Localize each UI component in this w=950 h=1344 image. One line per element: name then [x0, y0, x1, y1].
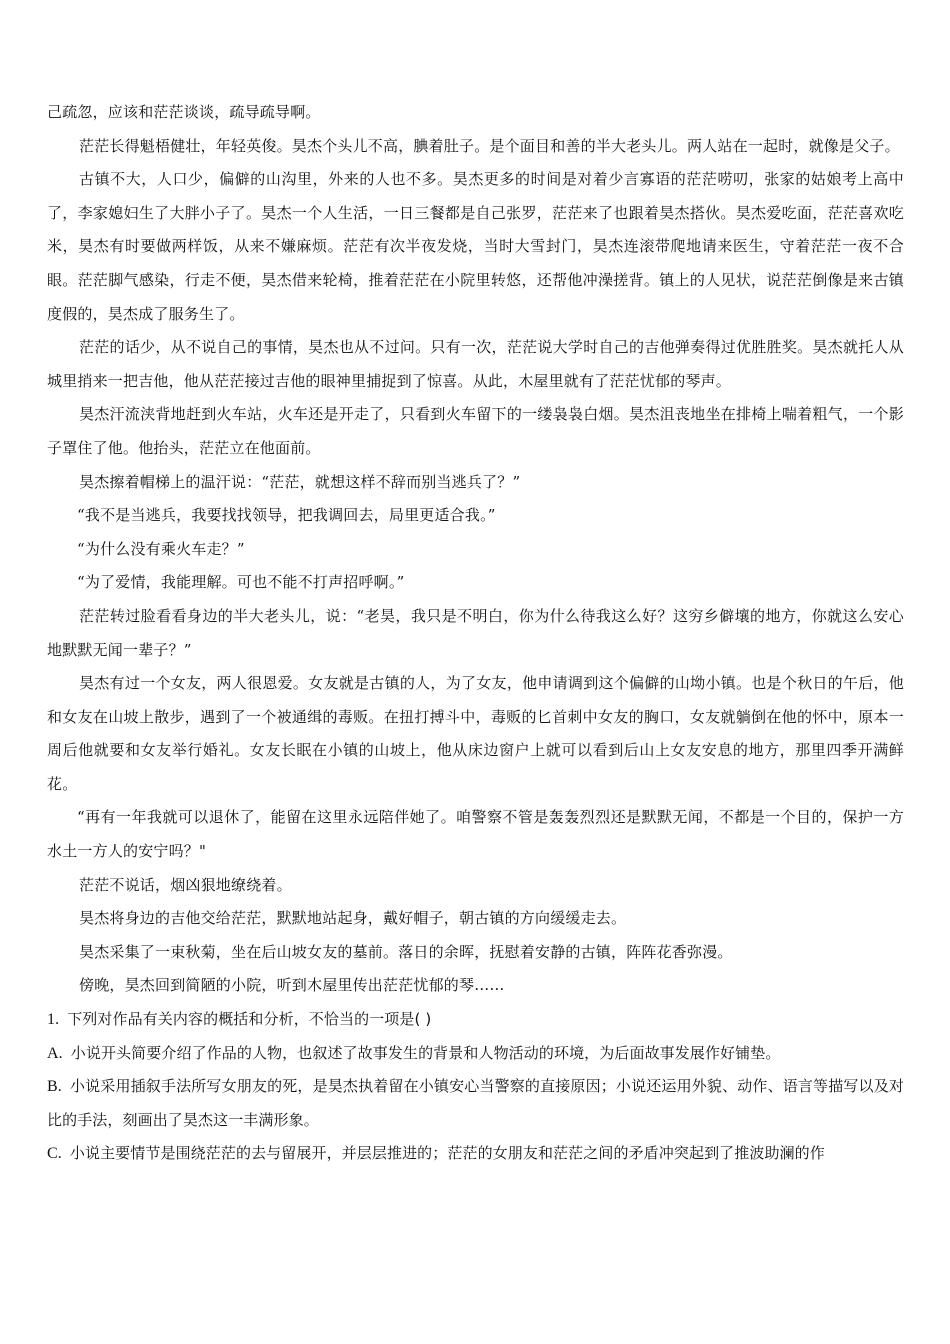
- question-stem-line: [47, 1003, 904, 1037]
- option-text: 小说采用插叙手法所写女朋友的死，是昊杰执着留在小镇安心当警察的直接原因；小说还运用外貌、动作、语言等描写以及对比的手法，刻画出了昊杰这一丰满形象。: [47, 1077, 904, 1129]
- question-stem: 下列对作品有关内容的概括和分析，不恰当的一项是( ): [67, 1010, 432, 1029]
- option-label: A.: [47, 1044, 63, 1062]
- paragraph: 茫茫转过脸看看身边的半大老头儿，说：“老昊，我只是不明白，你为什么待我这么好？这穷乡僻壤的地方，你就这么安心地默默无闻一辈子？”: [47, 606, 904, 659]
- option-text: 小说主要情节是围绕茫茫的去与留展开，并层层推进的；茫茫的女朋友和茫茫之间的矛盾冲突起到了推波助澜的作: [69, 1144, 825, 1163]
- paragraph: 昊杰汗流浃背地赶到火车站，火车还是开走了，只看到火车留下的一缕袅袅白烟。昊杰沮丧地坐在排椅上喘着粗气，一个影子罩住了他。他抬头，茫茫立在他面前。: [47, 405, 904, 457]
- option-text: 小说开头简要介绍了作品的人物，也叙述了故事发生的背景和人物活动的环境，为后面故事发展作好铺垫。: [70, 1043, 781, 1062]
- paragraph: 傍晚，昊杰回到简陋的小院，听到木屋里传出茫茫忧郁的琴……: [79, 976, 505, 995]
- option-b: [47, 1070, 904, 1137]
- paragraph: 茫茫长得魁梧健壮，年轻英俊。昊杰个头儿不高，腆着肚子。是个面目和善的半大老头儿。两人站在一起时，就像是父子。: [79, 136, 900, 155]
- dialogue-line: 昊杰擦着帽梯上的温汗说：“茫茫，就想这样不辞而别当逃兵了？”: [79, 472, 521, 491]
- paragraph: 昊杰有过一个女友，两人很恩爱。女友就是古镇的人，为了女友，他申请调到这个偏僻的山坳小镇。也是个秋日的午后，他和女友在山坡上散步，遇到了一个被通缉的毒贩。在扭打搏斗中，毒贩的匕首刺中女友的胸口，女友就躺倒在他的怀中，原本一周后他就要和女友举行婚礼。女友长眠在小镇的山坡上，他从床边窗户上就可以看到后山上女友安息的地方，那里四季开满鲜花。: [47, 674, 904, 793]
- document-page: [47, 96, 904, 1171]
- paragraph: 昊杰采集了一束秋菊，坐在后山坡女友的墓前。落日的余晖，抚慰着安静的古镇，阵阵花香弥漫。: [79, 942, 733, 961]
- dialogue-line: “为什么没有乘火车走？”: [77, 539, 245, 558]
- dialogue-line: “再有一年我就可以退休了，能留在这里永远陪伴她了。咱警察不管是轰轰烈烈还是默默无闻，不都是一个目的，保护一方水土一方人的安宁吗？": [47, 808, 904, 861]
- dialogue-line: “为了爱情，我能理解。可也不能不打声招呼啊。”: [77, 573, 405, 592]
- option-c: [47, 1137, 904, 1171]
- question-block: [47, 1003, 904, 1171]
- option-label: B.: [47, 1078, 62, 1096]
- paragraph: 茫茫的话少，从不说自己的事情，昊杰也从不过问。只有一次，茫茫说大学时自己的吉他弹奏得过优胜胜奖。昊杰就托人从城里捎来一把吉他，他从茫茫接过吉他的眼神里捕捉到了惊喜。从此，木屋里就有了茫茫忧郁的琴声。: [47, 338, 904, 390]
- paragraph: 古镇不大，人口少，偏僻的山沟里，外来的人也不多。昊杰更多的时间是对着少言寡语的茫茫唠叨，张家的姑娘考上高中了，李家媳妇生了大胖小子了。昊杰一个人生活，一日三餐都是自己张罗，茫茫来了也跟着昊杰搭伙。昊杰爱吃面，茫茫喜欢吃米，昊杰有时要做两样饭，从来不嫌麻烦。茫茫有次半夜发烧，当时大雪封门，昊杰连滚带爬地请来医生，守着茫茫一夜不合眼。茫茫脚气感染，行走不便，昊杰借来轮椅，推着茫茫在小院里转悠，还帮他冲澡搓背。镇上的人见状，说茫茫倒像是来古镇度假的，昊杰成了服务生了。: [47, 170, 904, 323]
- dialogue-line: “我不是当逃兵，我要找找领导，把我调回去，局里更适合我。”: [77, 506, 496, 525]
- paragraph: 己疏忽，应该和茫茫谈谈，疏导疏导啊。: [47, 103, 321, 121]
- paragraph: 茫茫不说话，烟凶狠地缭绕着。: [79, 875, 292, 894]
- question-number: 1.: [47, 1011, 60, 1029]
- option-a: [47, 1037, 904, 1071]
- option-label: C.: [47, 1145, 62, 1163]
- paragraph: 昊杰将身边的吉他交给茫茫，默默地站起身，戴好帽子，朝古镇的方向缓缓走去。: [79, 909, 627, 928]
